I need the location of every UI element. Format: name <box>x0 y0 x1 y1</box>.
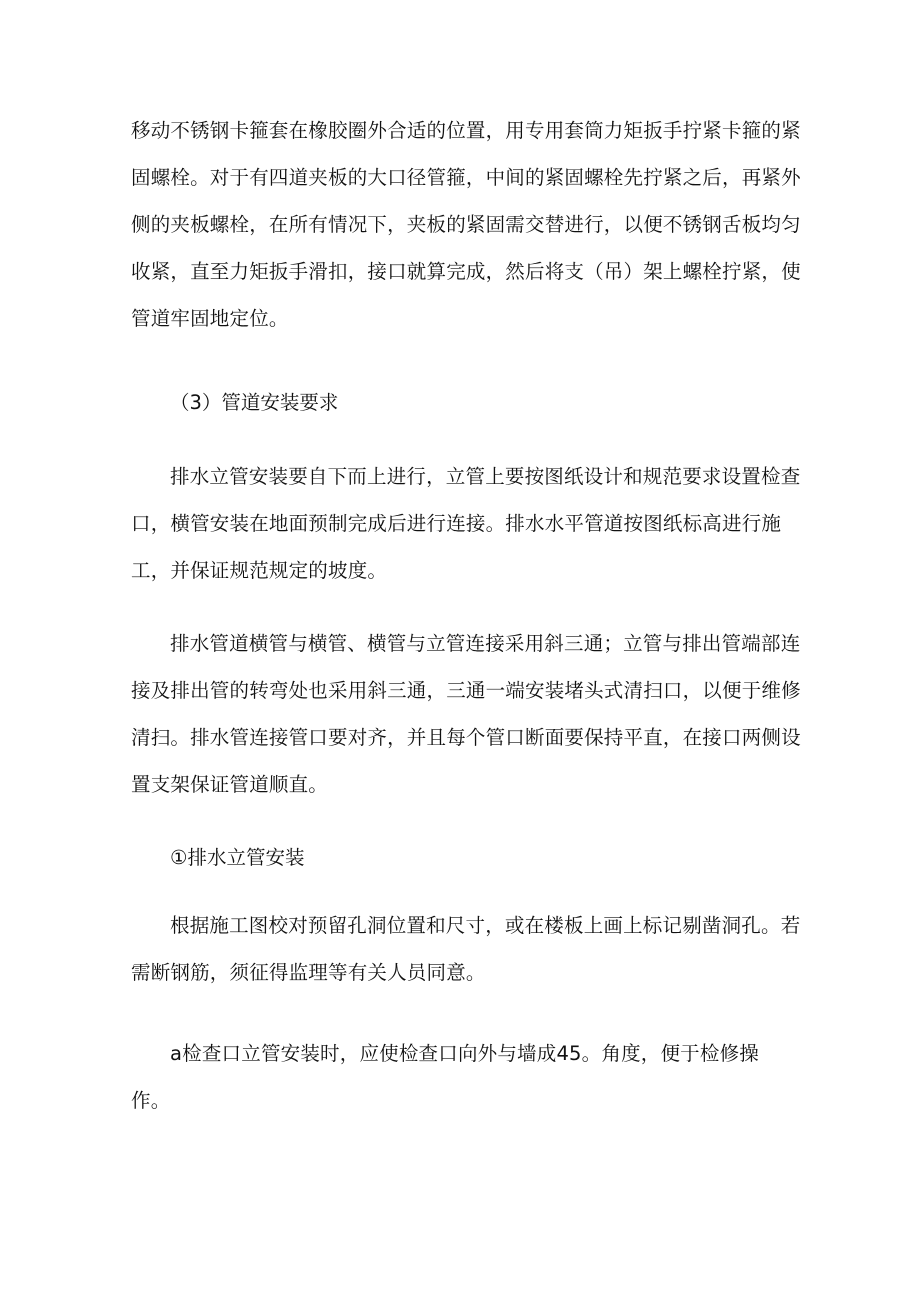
paragraph-tee-connections: 排水管道横管与横管、横管与立管连接采用斜三通；立管与排出管端部连接及排出管的转弯处也采用斜三通，三通一端安装堵头式清扫口，以便于维修清扫。排水管连接管口要对齐，并且每个管口断面要保持平直，在接口两侧设置支架保证管道顺直。 <box>131 632 801 796</box>
paragraph-inspection-port: a检查口立管安装时，应使检查口向外与墙成45。角度，便于检修操作。 <box>131 1042 759 1112</box>
paragraph-clamp-tightening: 移动不锈钢卡箍套在橡胶圈外合适的位置，用专用套筒力矩扳手拧紧卡箍的紧固螺栓。对于有四道夹板的大口径管箍，中间的紧固螺栓先拧紧之后，再紧外侧的夹板螺栓，在所有情况下，夹板的紧固需交替进行，以便不锈钢舌板均匀收紧，直至力矩扳手滑扣，接口就算完成，然后将支（吊）架上螺栓拧紧，使管道牢固地定位。 <box>131 119 801 330</box>
section-heading-pipe-installation-requirements: （3）管道安装要求 <box>170 391 339 414</box>
subsection-heading-riser-installation: ①排水立管安装 <box>170 846 305 869</box>
paragraph-reserved-holes: 根据施工图校对预留孔洞位置和尺寸，或在楼板上画上标记剔凿洞孔。若需断钢筋，须征得监理等有关人员同意。 <box>131 914 801 984</box>
paragraph-drain-riser-installation: 排水立管安装要自下而上进行，立管上要按图纸设计和规范要求设置检查口，横管安装在地面预制完成后进行连接。排水水平管道按图纸标高进行施工，并保证规范规定的坡度。 <box>131 465 801 582</box>
